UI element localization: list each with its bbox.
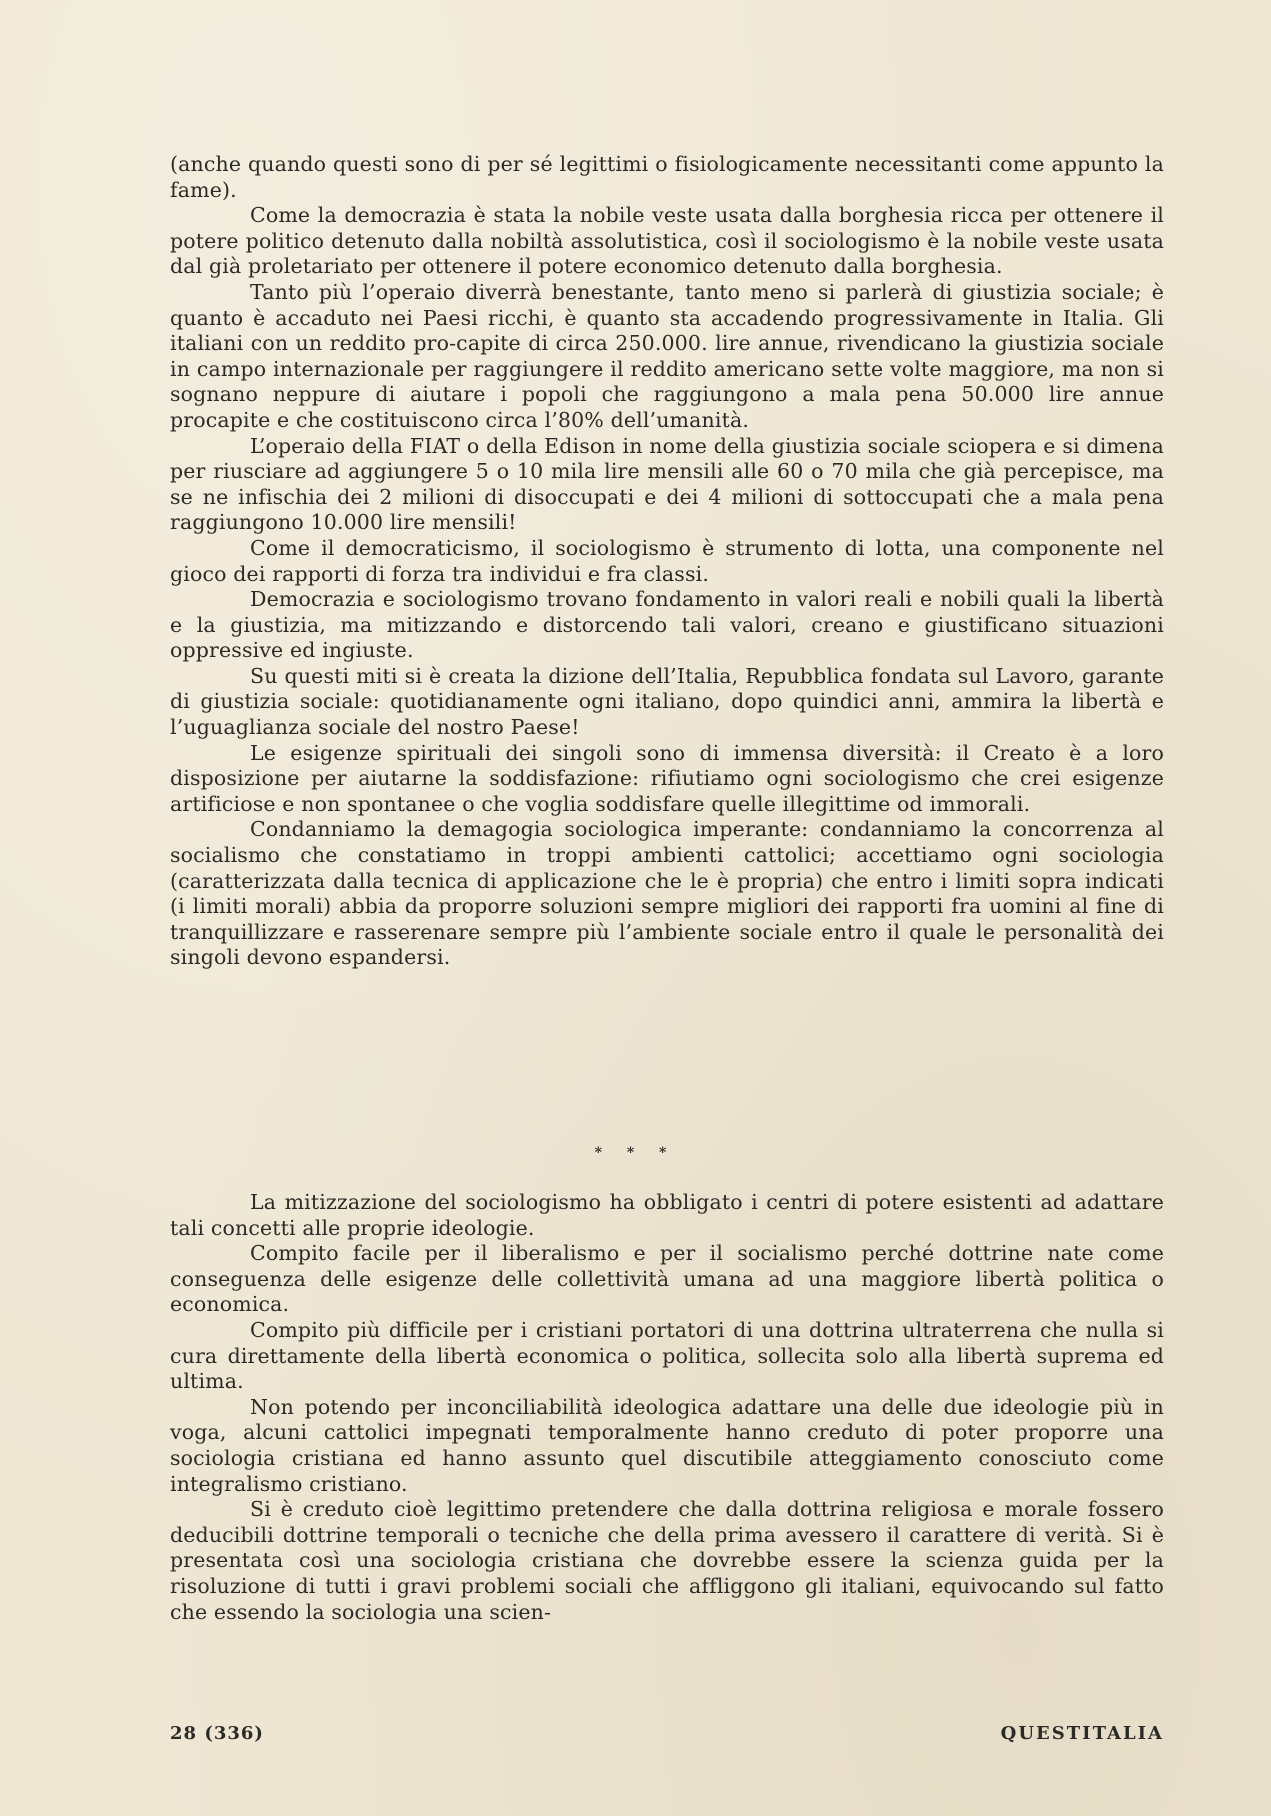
journal-name: QUESTITALIA <box>1000 1723 1164 1744</box>
body-text-bottom <box>170 1190 1164 1625</box>
page-number: 28 (336) <box>170 1723 264 1744</box>
paragraph: L’operaio della FIAT o della Edison in nome della giustizia sociale sciopera e si dimena per riusciare ad aggiungere 5 o 10 mila lire mensili alle 60 o 70 mila che già percepisce, ma se ne infischia dei 2 milioni di disoccupati e dei 4 milioni di sottoccupati che a mala pena raggiungono 10.000 lire mensili! <box>170 433 1164 535</box>
section-separator: * * * <box>594 1145 677 1161</box>
paragraph: Le esigenze spirituali dei singoli sono di immensa diversità: il Creato è a loro disposizione per aiutarne la soddisfazione: rifiutiamo ogni sociologismo che crei esigenze artificiose e non spontanee o che voglia soddisfare quelle illegittime od immorali. <box>170 740 1164 816</box>
paragraph: (anche quando questi sono di per sé legittimi o fisiologicamente necessitanti come appunto la fame). <box>170 152 1164 202</box>
paragraph: Come la democrazia è stata la nobile veste usata dalla borghesia ricca per ottenere il potere politico detenuto dalla nobiltà assolutistica, così il sociologismo è la nobile veste usata dal già proletariato per ottenere il potere economico detenuto dalla borghesia. <box>170 203 1164 279</box>
paragraph: Non potendo per inconciliabilità ideologica adattare una delle due ideologie più in voga, alcuni cattolici impegnati temporalmente hanno creduto di poter proporre una sociologia cristiana ed hanno assunto quel discutibile atteggiamento conosciuto come integralismo cristiano. <box>170 1394 1164 1496</box>
paragraph: Compito più difficile per i cristiani portatori di una dottrina ultraterrena che nulla si cura direttamente della libertà economica o politica, sollecita solo alla libertà suprema ed ultima. <box>170 1317 1164 1394</box>
paragraph: Si è creduto cioè legittimo pretendere che dalla dottrina religiosa e morale fossero deducibili dottrine temporali o tecniche che della prima avessero il carattere di verità. Si è presentata così una sociologia cristiana che dovrebbe essere la scienza guida per la risoluzione di tutti i gravi problemi sociali che affliggono gli italiani, equivocando sul fatto che essendo la sociologia una scien- <box>170 1497 1164 1624</box>
body-text-top <box>170 152 1164 971</box>
paragraph: Tanto più l’operaio diverrà benestante, tanto meno si parlerà di giustizia sociale; è quanto è accaduto nei Paesi ricchi, è quanto sta accadendo progressivamente in Italia. Gli italiani con un reddito pro-capite di circa 250.000. lire annue, rivendicano la giustizia sociale in campo internazionale per raggiungere il reddito americano sette volte maggiore, ma non si sognano neppure di aiutare i popoli che raggiungono a mala pena 50.000 lire annue procapite e che costituiscono circa l’80% dell’umanità. <box>170 279 1164 432</box>
paragraph: Su questi miti si è creata la dizione dell’Italia, Repubblica fondata sul Lavoro, garante di giustizia sociale: quotidianamente ogni italiano, dopo quindici anni, ammira la libertà e l’uguaglianza sociale del nostro Paese! <box>170 663 1164 740</box>
paragraph: Compito facile per il liberalismo e per il socialismo perché dottrine nate come conseguenza delle esigenze delle collettività umana ad una maggiore libertà politica o economica. <box>170 1241 1164 1317</box>
paragraph: Come il democraticismo, il sociologismo è strumento di lotta, una componente nel gioco dei rapporti di forza tra individui e fra classi. <box>170 535 1164 586</box>
page-footer <box>170 1723 1164 1744</box>
paragraph: Democrazia e sociologismo trovano fondamento in valori reali e nobili quali la libertà e la giustizia, ma mitizzando e distorcendo tali valori, creano e giustificano situazioni oppressive ed ingiuste. <box>170 587 1164 663</box>
paragraph: La mitizzazione del sociologismo ha obbligato i centri di potere esistenti ad adattare tali concetti alle proprie ideologie. <box>170 1190 1164 1240</box>
paragraph: Condanniamo la demagogia sociologica imperante: condanniamo la concorrenza al socialismo che constatiamo in troppi ambienti cattolici; accettiamo ogni sociologia (caratterizzata dalla tecnica di applicazione che le è propria) che entro i limiti sopra indicati (i limiti morali) abbia da proporre soluzioni sempre migliori dei rapporti fra uomini al fine di tranquillizzare e rasserenare sempre più l’ambiente sociale entro il quale le personalità dei singoli devono espandersi. <box>170 817 1164 970</box>
